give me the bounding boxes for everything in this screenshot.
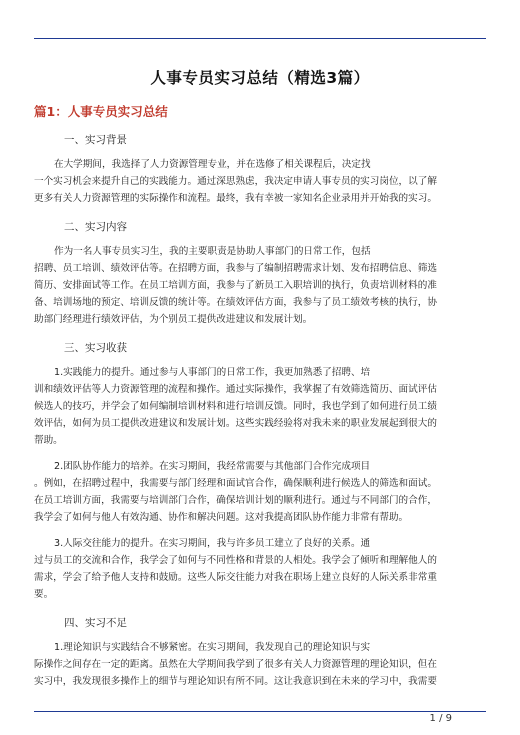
paragraph-background — [34, 156, 486, 207]
paragraph-content — [34, 243, 486, 328]
paragraph-shortcoming-1 — [34, 639, 486, 690]
text-line: 招聘、员工培训、绩效评估等。在招聘方面，我参与了编制招聘需求计划、发布招聘信息、筛选 — [34, 263, 437, 274]
paragraph-gain-1 — [34, 364, 486, 449]
paragraph-gain-3 — [34, 535, 486, 603]
text-line: 要。 — [34, 589, 54, 600]
text-line: 3.人际交往能力的提升。在实习期间，我与许多员工建立了良好的关系。通 — [54, 538, 371, 549]
paragraph-gain-2 — [34, 458, 486, 526]
text-line: 在员工培训方面，我需要与培训部门合作，确保培训计划的顺利进行。通过与不同部门的合作， — [34, 495, 437, 506]
text-line: 在大学期间，我选择了人力资源管理专业，并在选修了相关课程后，决定找 — [54, 159, 371, 170]
text-line: 际操作之间存在一定的距离。虽然在大学期间我学到了很多有关人力资源管理的理论知识，但在 — [34, 659, 437, 670]
text-line: 2.团队协作能力的培养。在实习期间，我经常需要与其他部门合作完成项目 — [54, 461, 371, 472]
text-line: 简历、安排面试等工作。在员工培训方面，我参与了新员工入职培训的执行，负责培训材料的准 — [34, 280, 437, 291]
text-line: 。例如，在招聘过程中，我需要与部门经理和面试官合作，确保顺利进行候选人的筛选和面试。 — [34, 478, 437, 489]
heading-background: 一、实习背景 — [64, 134, 127, 146]
document-body — [34, 66, 486, 699]
text-line: 我学会了如何与他人有效沟通、协作和解决问题。这对我提高团队协作能力非常有帮助。 — [34, 512, 409, 523]
text-line: 需求，学会了给予他人支持和鼓励。这些人际交往能力对我在职场上建立良好的人际关系非常重 — [34, 572, 437, 583]
text-line: 备、培训场地的预定、培训反馈的统计等。在绩效评估方面，我参与了员工绩效考核的执行，协 — [34, 297, 437, 308]
text-line: 作为一名人事专员实习生，我的主要职责是协助人事部门的日常工作，包括 — [54, 246, 371, 257]
text-line: 过与员工的交流和合作，我学会了如何与不同性格和背景的人相处。我学会了倾听和理解他人的 — [34, 555, 437, 566]
heading-shortcomings: 四、实习不足 — [64, 617, 127, 629]
document-title: 人事专员实习总结（精选3篇） — [150, 69, 370, 87]
text-line: 帮助。 — [34, 435, 63, 446]
text-line: 实习中，我发现很多操作上的细节与理论知识有所不同。这让我意识到在未来的学习中，我需要 — [34, 676, 437, 687]
text-line: 1.理论知识与实践结合不够紧密。在实习期间，我发现自己的理论知识与实 — [54, 642, 371, 653]
text-line: 训和绩效评估等人力资源管理的流程和操作。通过实际操作，我掌握了有效筛选简历、面试评估 — [34, 384, 437, 395]
heading-content: 二、实习内容 — [64, 221, 127, 233]
text-line: 1.实践能力的提升。通过参与人事部门的日常工作，我更加熟悉了招聘、培 — [54, 367, 371, 378]
heading-gains: 三、实习收获 — [64, 342, 127, 354]
page-indicator: 1 / 9 — [429, 713, 452, 724]
text-line: 候选人的技巧，并学会了如何编制培训材料和进行培训反馈。同时，我也学到了如何进行员工绩 — [34, 401, 437, 412]
text-line: 更多有关人力资源管理的实际操作和流程。最终，我有幸被一家知名企业录用并开始我的实习。 — [34, 193, 437, 204]
text-line: 助部门经理进行绩效评估，为个别员工提供改进建议和发展计划。 — [34, 314, 313, 325]
section-title: 篇1：人事专员实习总结 — [34, 104, 168, 119]
text-line: 一个实习机会来提升自己的实践能力。通过深思熟虑，我决定申请人事专员的实习岗位，以了解 — [34, 176, 437, 187]
header-rule — [34, 38, 486, 39]
text-line: 效评估，如何为员工提供改进建议和发展计划。这些实践经验将对我未来的职业发展起到很大的 — [34, 418, 437, 429]
footer-rule — [34, 711, 486, 712]
